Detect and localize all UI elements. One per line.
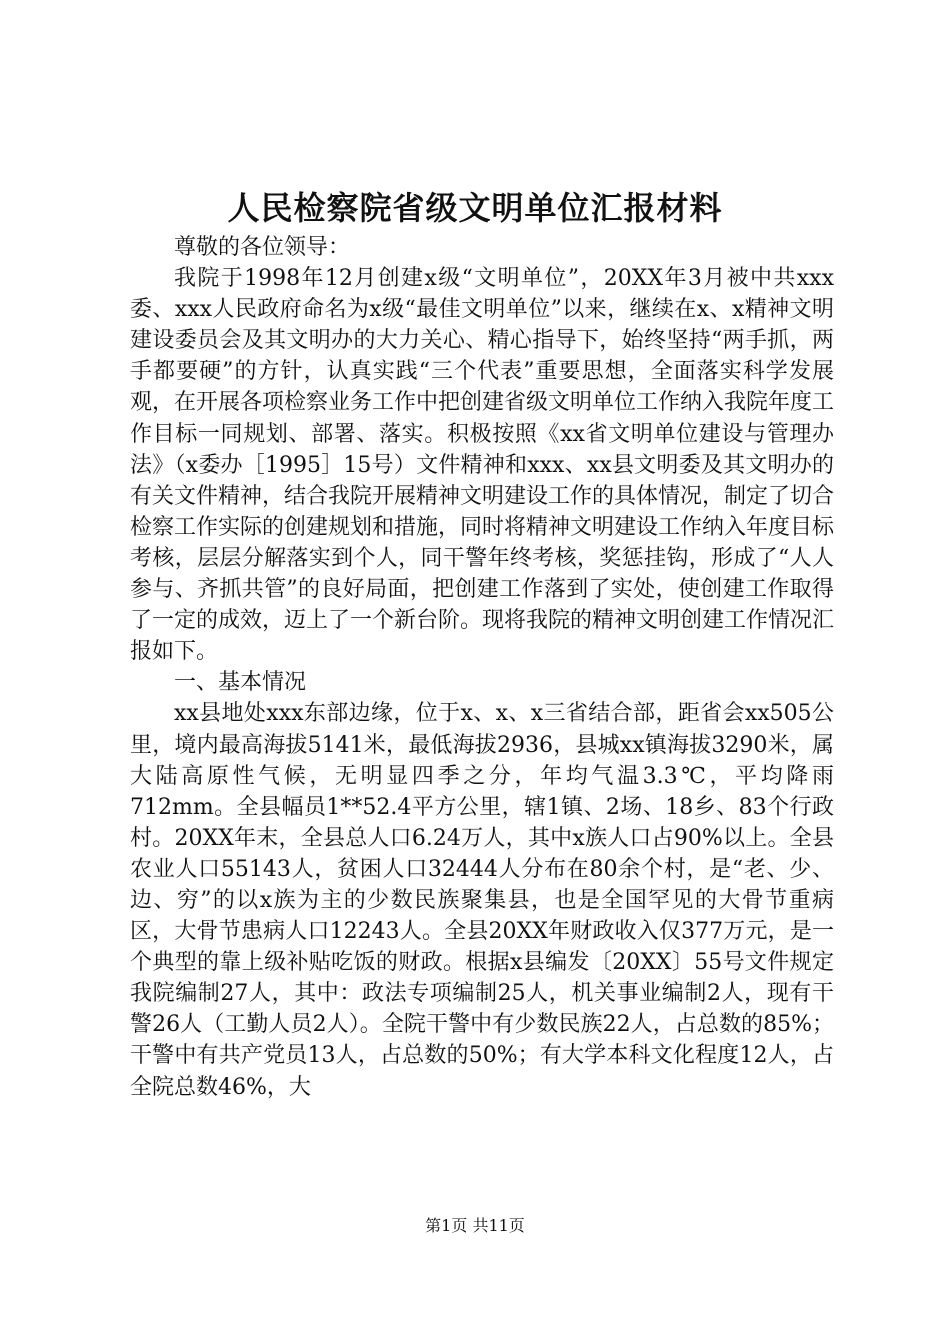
paragraph-intro: 我院于1998年12月创建x级“文明单位”，20XX年3月被中共xxx委、xxx人民政府命名为x级“最佳文明单位”以来，继续在x、x精神文明建设委员会及其文明办的大力关心、精心指导下，始终坚持“两手抓，两手都要硬”的方针，认真实践“三个代表”重要思想，全面落实科学发展观，在开展各项检察业务工作中把创建省级文明单位工作纳入我院年度工作目标一同规划、部署、落实。积极按照《xx省文明单位建设与管理办法》（x委办［1995］15号）文件精神和xxx、xx县文明委及其文明办的有关文件精神，结合我院开展精神文明建设工作的具体情况，制定了切合检察工作实际的创建规划和措施，同时将精神文明建设工作纳入年度目标考核，层层分解落实到个人，同干警年终考核，奖惩挂钩，形成了“人人参与、齐抓共管”的良好局面，把创建工作落到了实处，使创建工作取得了一定的成效，迈上了一个新台阶。现将我院的精神文明创建工作情况汇报如下。	[130, 266, 835, 665]
document-title: 人民检察院省级文明单位汇报材料	[227, 189, 723, 227]
section-heading-basic-info: 一、基本情况	[174, 670, 307, 696]
salutation: 尊敬的各位领导：	[174, 235, 351, 260]
document-body	[130, 232, 834, 1103]
paragraph-basic-info: xx县地处xxx东部边缘，位于x、x、x三省结合部，距省会xx505公里，境内最高海拔5141米，最低海拔2936，县城xx镇海拔3290米，属大陆高原性气候，无明显四季之分，年均气温3.3℃，平均降雨712mm。全县幅员1**52.4平方公里，辖1镇、2场、18乡、83个行政村。20XX年末，全县总人口6.24万人，其中x族人口占90%以上。全县农业人口55143人，贫困人口32444人分布在80余个村，是“老、少、边、穷”的以x族为主的少数民族聚集县，也是全国罕见的大骨节重病区，大骨节患病人口12243人。全县20XX年财政收入仅377万元，是一个典型的靠上级补贴吃饭的财政。根据x县编发〔20XX〕55号文件规定我院编制27人，其中：政法专项编制25人，机关事业编制2人，现有干警26人（工勤人员2人）。全院干警中有少数民族22人，占总数的85%；干警中有共产党员13人，占总数的50%；有大学本科文化程度12人，占全院总数46%，大	[130, 701, 834, 1100]
page-number-footer: 第1页 共11页	[425, 1216, 525, 1235]
